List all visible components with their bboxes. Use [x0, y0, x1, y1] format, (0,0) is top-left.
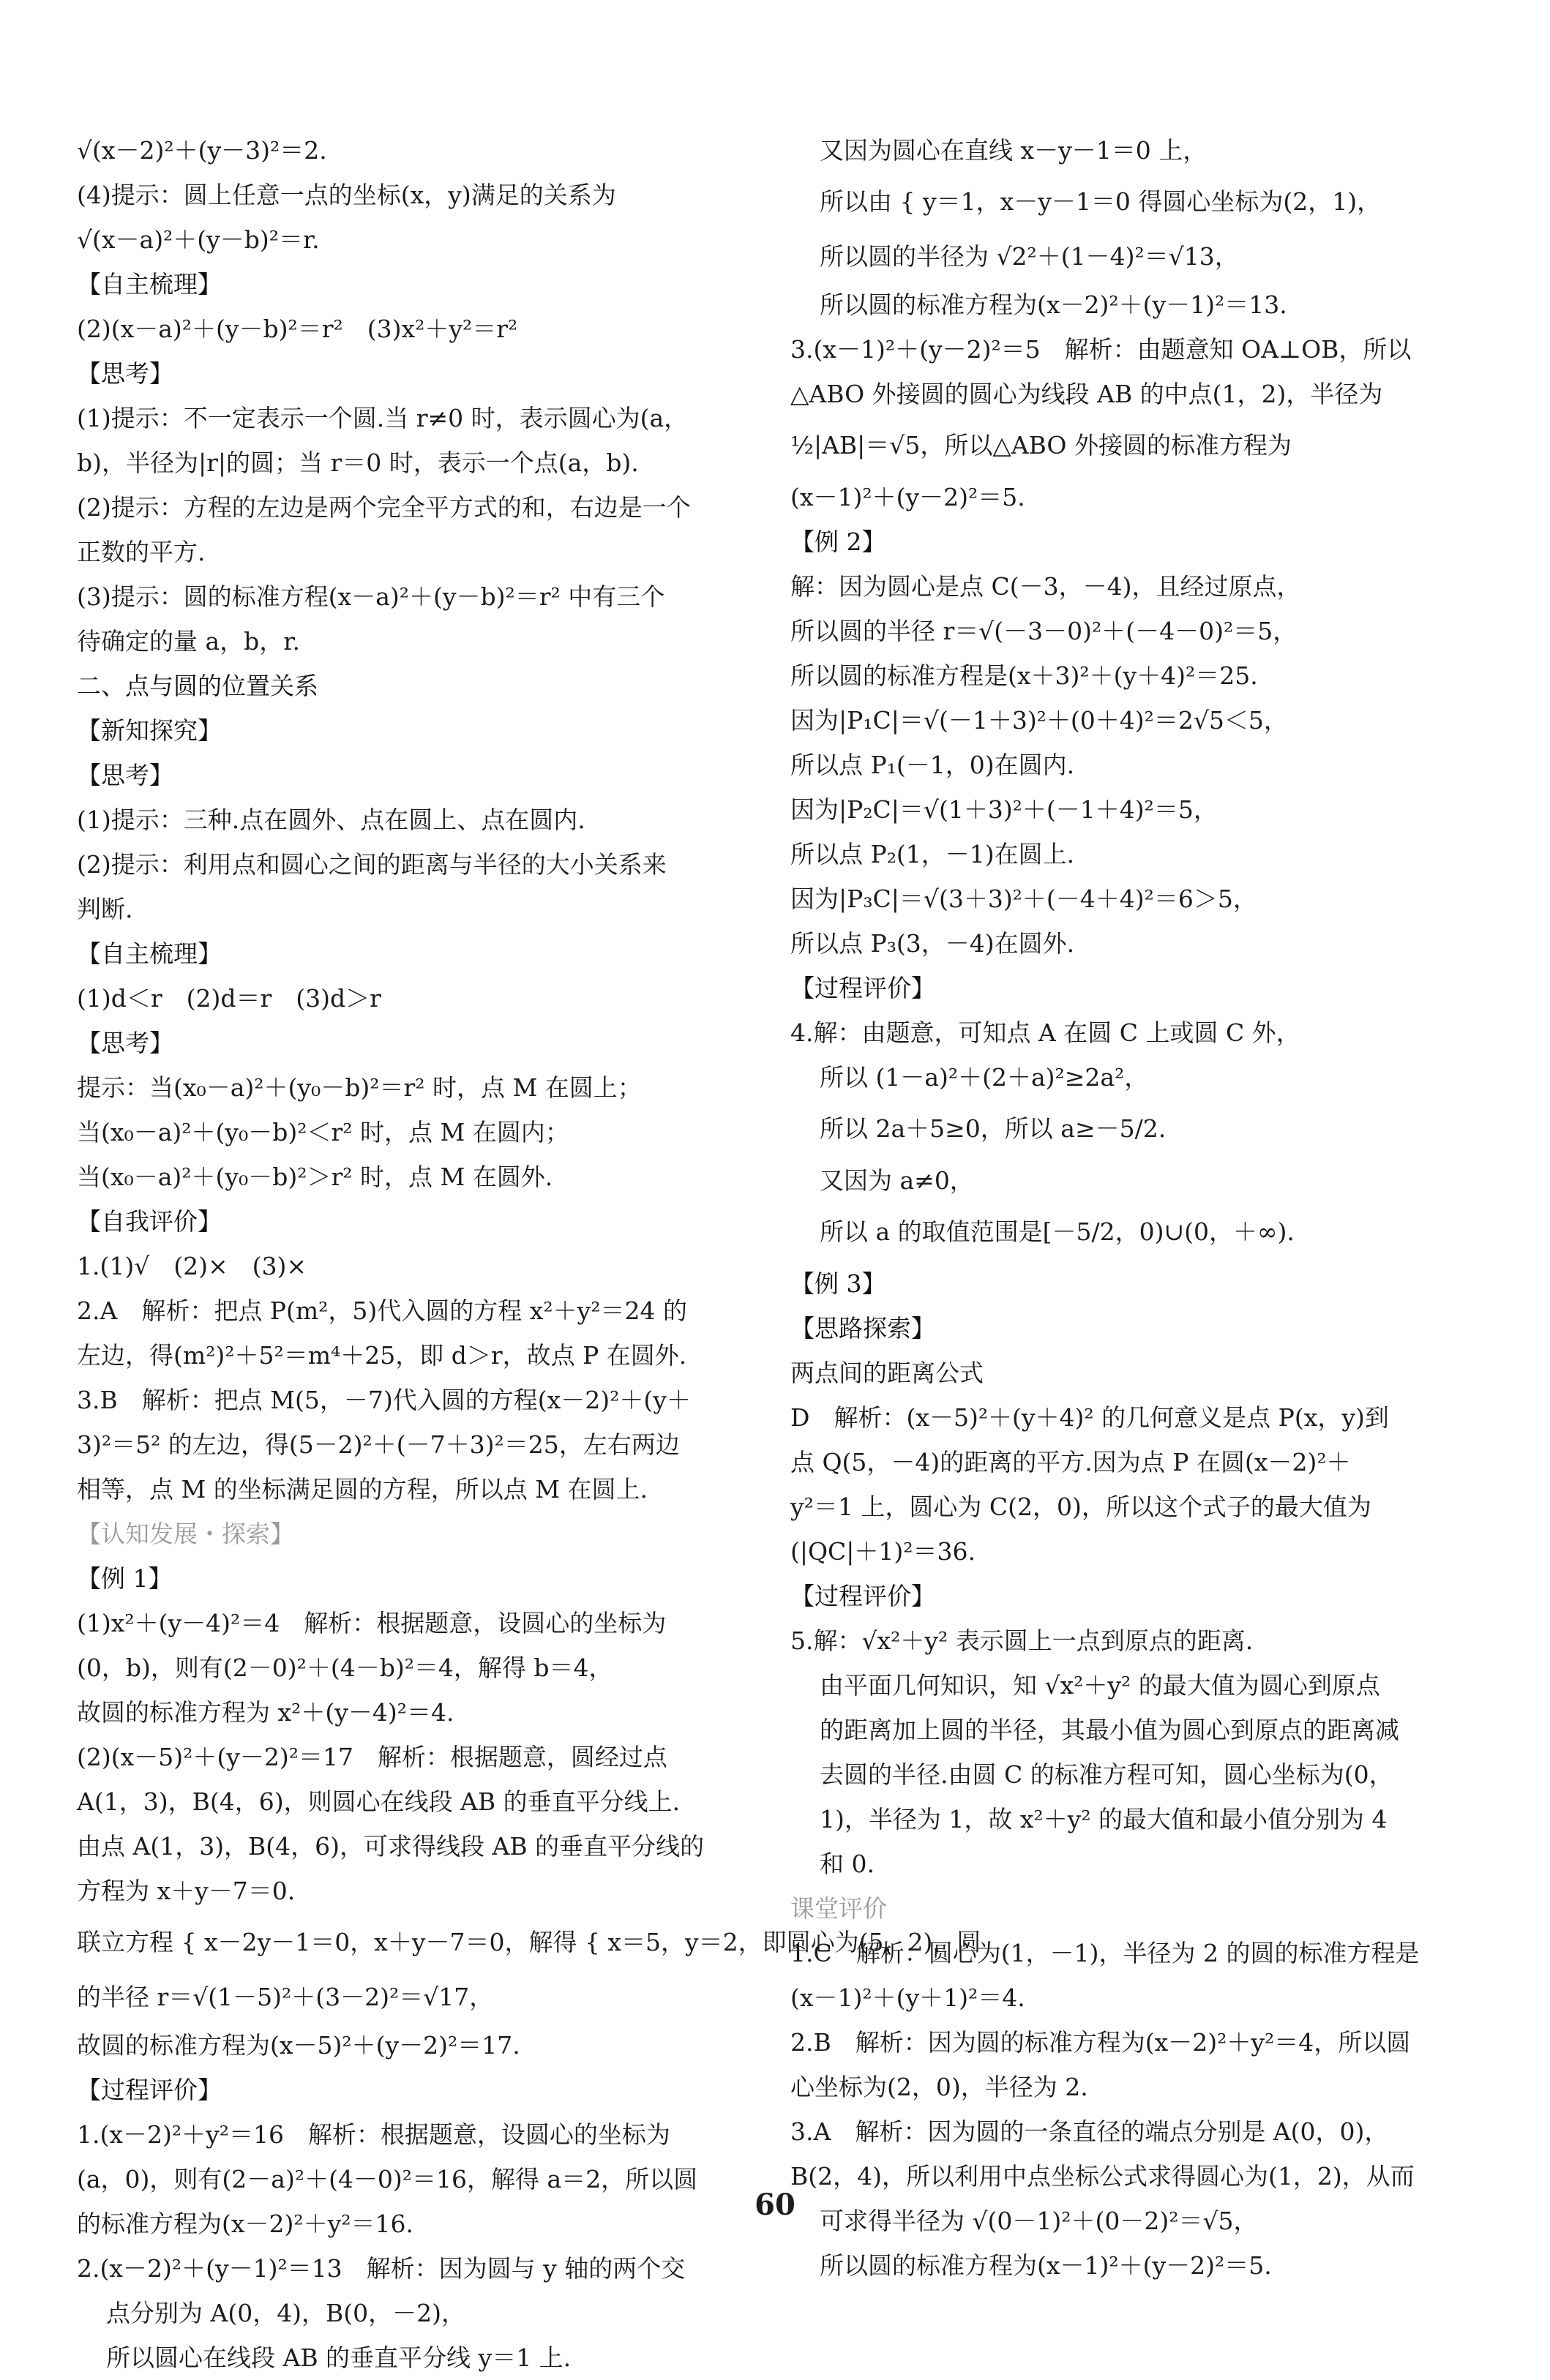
left-line-0: √(x－2)²＋(y－3)²＝2. [77, 136, 327, 165]
left-line-19: (1)d＜r (2)d＝r (3)d＞r [77, 984, 381, 1013]
section-heading: 【例 3】 [790, 1269, 886, 1298]
left-line-2: √(x－a)²＋(y－b)²＝r. [77, 225, 320, 254]
right-line-41: 2.B 解析：因为圆的标准方程为(x－2)²＋y²＝4，所以圆 [790, 2028, 1411, 2057]
right-line-44: B(2，4)，所以利用中点坐标公式求得圆心为(1，2)，从而 [790, 2162, 1415, 2191]
left-line-7: b)，半径为|r|的圆；当 r＝0 时，表示一个点(a，b). [77, 448, 639, 477]
left-line-21: 提示：当(x₀－a)²＋(y₀－b)²＝r² 时，点 M 在圆上； [77, 1073, 642, 1102]
left-line-35: 故圆的标准方程为 x²＋(y－4)²＝4. [77, 1698, 454, 1727]
right-line-39: 1.C 解析：圆心为(1，－1)，半径为 2 的圆的标准方程是 [790, 1939, 1420, 1967]
left-line-23: 当(x₀－a)²＋(y₀－b)²＞r² 时，点 M 在圆外. [77, 1163, 553, 1191]
right-line-7: (x－1)²＋(y－2)²＝5. [790, 483, 1025, 511]
right-line-36: 1)，半径为 1，故 x²＋y² 的最大值和最小值分别为 4 [820, 1805, 1388, 1833]
left-line-47: 2.(x－2)²＋(y－1)²＝13 解析：因为圆与 y 轴的两个交 [77, 2254, 686, 2283]
right-column [790, 128, 1478, 2288]
section-heading: 【思考】 [77, 1029, 173, 1057]
right-line-32: 5.解：√x²＋y² 表示圆上一点到原点的距离. [790, 1626, 1254, 1655]
left-line-40: 联立方程 { x－2y－1＝0，x＋y－7＝0，解得 { x＝5，y＝2，即圆心为(5，2)，圆 [77, 1928, 981, 1956]
right-line-2: 所以圆的半径为 √2²＋(1－4)²＝√13， [820, 242, 1239, 271]
left-line-8: (2)提示：方程的左边是两个完全平方式的和，右边是一个 [77, 493, 691, 522]
section-heading: 【思考】 [77, 359, 173, 388]
right-line-4: 3.(x－1)²＋(y－2)²＝5 解析：由题意知 OA⊥OB，所以 [790, 335, 1412, 364]
left-line-9: 正数的平方. [77, 538, 206, 566]
right-line-29: y²＝1 上，圆心为 C(2，0)，所以这个式子的最大值为 [790, 1493, 1371, 1521]
right-line-13: 所以点 P₁(－1，0)在圆内. [790, 751, 1075, 779]
right-line-35: 去圆的半径.由圆 C 的标准方程可知，圆心坐标为(0， [820, 1760, 1393, 1789]
right-line-46: 所以圆的标准方程为(x－1)²＋(y－2)²＝5. [820, 2251, 1272, 2280]
left-line-29: 3)²＝5² 的左边，得(5－2)²＋(－7＋3)²＝25，左右两边 [77, 1430, 680, 1459]
left-line-22: 当(x₀－a)²＋(y₀－b)²＜r² 时，点 M 在圆内； [77, 1118, 569, 1146]
left-line-25: 1.(1)√ (2)× (3)× [77, 1252, 307, 1280]
left-line-30: 相等，点 M 的坐标满足圆的方程，所以点 M 在圆上. [77, 1475, 648, 1504]
left-line-28: 3.B 解析：把点 M(5，－7)代入圆的方程(x－2)²＋(y＋ [77, 1386, 691, 1414]
right-line-21: 所以 2a＋5≥0，所以 a≥－5/2. [820, 1114, 1167, 1143]
section-heading: 【例 2】 [790, 528, 886, 556]
right-line-23: 所以 a 的取值范围是[－5/2，0)∪(0，＋∞). [820, 1217, 1295, 1246]
right-line-34: 的距离加上圆的半径，其最小值为圆心到原点的距离减 [820, 1716, 1399, 1744]
right-line-6: ½|AB|＝√5，所以△ABO 外接圆的标准方程为 [790, 431, 1292, 459]
left-line-26: 2.A 解析：把点 P(m²，5)代入圆的方程 x²＋y²＝24 的 [77, 1296, 687, 1325]
section-heading: 【过程评价】 [77, 2076, 222, 2104]
left-line-17: 判断. [77, 895, 133, 923]
right-line-45: 可求得半径为 √(0－1)²＋(0－2)²＝√5， [820, 2207, 1258, 2235]
left-line-39: 方程为 x＋y－7＝0. [77, 1877, 296, 1905]
section-heading: 【思考】 [77, 761, 173, 789]
left-line-11: 待确定的量 a，b，r. [77, 627, 300, 656]
subsection-heading: 课堂评价 [790, 1894, 887, 1923]
right-line-42: 心坐标为(2，0)，半径为 2. [790, 2073, 1088, 2101]
right-line-16: 因为|P₃C|＝√(3＋3)²＋(－4＋4)²＝6＞5， [790, 885, 1257, 913]
right-line-33: 由平面几何知识，知 √x²＋y² 的最大值为圆心到原点 [820, 1671, 1380, 1700]
left-line-37: A(1，3)，B(4，6)，则圆心在线段 AB 的垂直平分线上. [77, 1787, 681, 1816]
left-line-42: 故圆的标准方程为(x－5)²＋(y－2)²＝17. [77, 2031, 520, 2060]
page-number: 60 [755, 2188, 795, 2222]
left-line-38: 由点 A(1，3)，B(4，6)，可求得线段 AB 的垂直平分线的 [77, 1832, 705, 1861]
left-line-49: 所以圆心在线段 AB 的垂直平分线 y＝1 上. [106, 2343, 572, 2372]
left-line-41: 的半径 r＝√(1－5)²＋(3－2)²＝√17， [77, 1983, 494, 2011]
section-heading: 【自主梳理】 [77, 939, 222, 968]
subsection-heading: 【认知发展・探索】 [77, 1520, 294, 1548]
right-line-43: 3.A 解析：因为圆的一条直径的端点分别是 A(0，0)， [790, 2117, 1389, 2146]
section-heading: 【例 1】 [77, 1564, 173, 1593]
section-heading: 【新知探究】 [77, 716, 222, 745]
section-heading: 【过程评价】 [790, 974, 935, 1002]
section-heading: 【思路探索】 [790, 1314, 935, 1343]
left-line-48: 点分别为 A(0，4)，B(0，－2)， [106, 2299, 466, 2327]
right-line-37: 和 0. [820, 1850, 875, 1878]
right-line-22: 又因为 a≠0， [820, 1166, 974, 1195]
right-line-1: 所以由 { y＝1，x－y－1＝0 得圆心坐标为(2，1)， [820, 187, 1382, 216]
right-line-12: 因为|P₁C|＝√(－1＋3)²＋(0＋4)²＝2√5＜5， [790, 706, 1288, 735]
left-line-15: (1)提示：三种.点在圆外、点在圆上、点在圆内. [77, 806, 585, 834]
right-line-14: 因为|P₂C|＝√(1＋3)²＋(－1＋4)²＝5， [790, 795, 1218, 824]
section-heading: 【自我评价】 [77, 1207, 222, 1236]
right-line-5: △ABO 外接圆的圆心为线段 AB 的中点(1，2)，半径为 [790, 380, 1383, 408]
left-line-16: (2)提示：利用点和圆心之间的距离与半径的大小关系来 [77, 850, 667, 879]
section-title: 二、点与圆的位置关系 [77, 672, 318, 700]
right-line-10: 所以圆的半径 r＝√(－3－0)²＋(－4－0)²＝5， [790, 617, 1298, 645]
left-line-45: (a，0)，则有(2－a)²＋(4－0)²＝16，解得 a＝2，所以圆 [77, 2165, 698, 2193]
section-heading: 【过程评价】 [790, 1582, 935, 1610]
right-line-9: 解：因为圆心是点 C(－3，－4)，且经过原点， [790, 572, 1301, 601]
left-line-36: (2)(x－5)²＋(y－2)²＝17 解析：根据题意，圆经过点 [77, 1743, 667, 1771]
left-line-34: (0，b)，则有(2－0)²＋(4－b)²＝4，解得 b＝4， [77, 1653, 613, 1682]
right-line-30: (|QC|＋1)²＝36. [790, 1537, 976, 1566]
right-line-0: 又因为圆心在直线 x－y－1＝0 上， [820, 136, 1208, 165]
right-line-40: (x－1)²＋(y＋1)²＝4. [790, 1983, 1025, 2012]
left-line-1: (4)提示：圆上任意一点的坐标(x，y)满足的关系为 [77, 181, 616, 209]
left-line-27: 左边，得(m²)²＋5²＝m⁴＋25，即 d＞r，故点 P 在圆外. [77, 1341, 687, 1370]
right-line-19: 4.解：由题意，可知点 A 在圆 C 上或圆 C 外， [790, 1018, 1300, 1047]
left-line-46: 的标准方程为(x－2)²＋y²＝16. [77, 2210, 413, 2238]
left-line-10: (3)提示：圆的标准方程(x－a)²＋(y－b)²＝r² 中有三个 [77, 582, 665, 611]
left-line-4: (2)(x－a)²＋(y－b)²＝r² (3)x²＋y²＝r² [77, 315, 518, 343]
right-line-20: 所以 (1－a)²＋(2＋a)²≥2a²， [820, 1063, 1149, 1092]
right-line-28: 点 Q(5，－4)的距离的平方.因为点 P 在圆(x－2)²＋ [790, 1448, 1351, 1476]
right-line-11: 所以圆的标准方程是(x＋3)²＋(y＋4)²＝25. [790, 661, 1258, 690]
left-line-44: 1.(x－2)²＋y²＝16 解析：根据题意，设圆心的坐标为 [77, 2120, 670, 2149]
right-line-3: 所以圆的标准方程为(x－2)²＋(y－1)²＝13. [820, 290, 1287, 319]
right-line-27: D 解析：(x－5)²＋(y＋4)² 的几何意义是点 P(x，y)到 [790, 1403, 1389, 1432]
right-line-26: 两点间的距离公式 [790, 1359, 984, 1387]
section-heading: 【自主梳理】 [77, 270, 222, 299]
right-line-17: 所以点 P₃(3，－4)在圆外. [790, 929, 1075, 958]
left-line-33: (1)x²＋(y－4)²＝4 解析：根据题意，设圆心的坐标为 [77, 1609, 667, 1637]
right-line-15: 所以点 P₂(1，－1)在圆上. [790, 840, 1075, 868]
left-line-6: (1)提示：不一定表示一个圆.当 r≠0 时，表示圆心为(a， [77, 404, 689, 432]
